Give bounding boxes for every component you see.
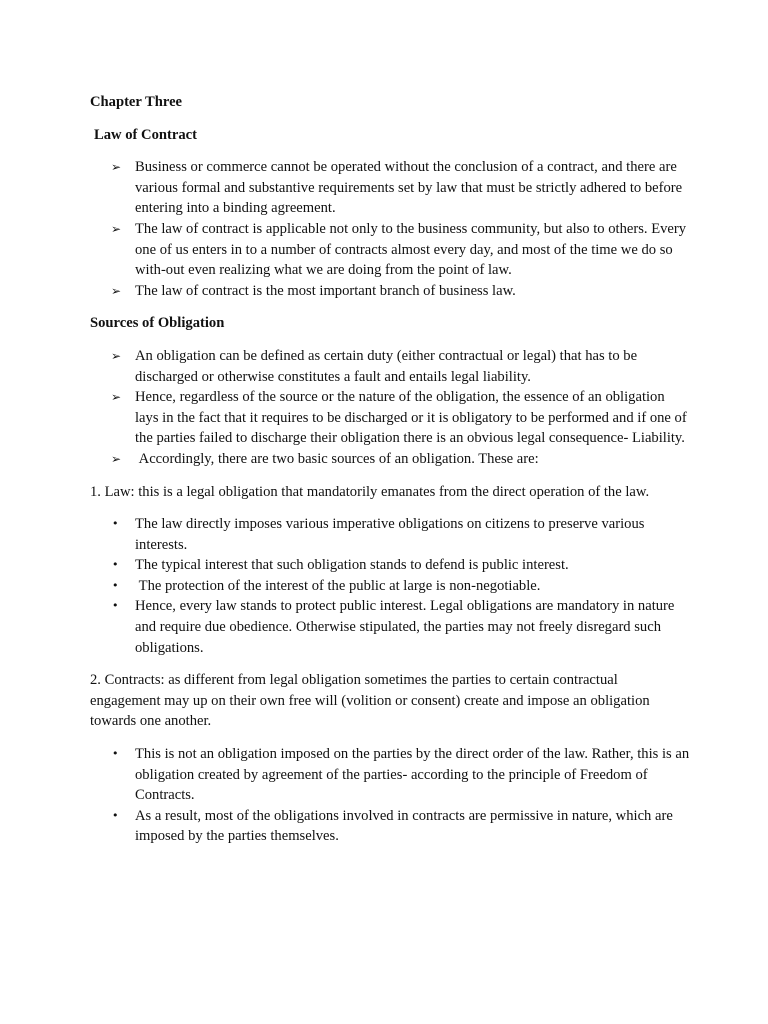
list-item bbox=[90, 219, 690, 281]
list-item bbox=[90, 806, 690, 847]
document-body bbox=[90, 92, 690, 847]
list-item bbox=[90, 744, 690, 806]
dot-bullet-icon: • bbox=[112, 578, 119, 592]
list-item-text: The protection of the interest of the public at large is non-negotiable. bbox=[135, 577, 541, 594]
list-item bbox=[90, 576, 690, 597]
dot-bullet-icon: • bbox=[112, 747, 119, 761]
arrow-bullet-icon: ➢ bbox=[111, 160, 122, 175]
list-item bbox=[90, 157, 690, 219]
arrow-bullet-icon: ➢ bbox=[111, 283, 122, 298]
contract-bullet-list bbox=[90, 157, 690, 301]
contracts-bullet-list bbox=[90, 744, 690, 847]
list-item bbox=[90, 449, 690, 470]
list-item-text: Business or commerce cannot be operated without the conclusion of a contract, and there are various formal and substantive requirements set by law that must be strictly adhered to before entering into a binding agreement. bbox=[135, 159, 683, 217]
list-item bbox=[90, 281, 690, 302]
list-item bbox=[90, 555, 690, 576]
list-item-text: This is not an obligation imposed on the parties by the direct order of the law. Rather, this is an obligation created by agreement of the parties- according to the principle of Freedom of Contracts. bbox=[135, 746, 690, 804]
list-item-text: The law of contract is the most important branch of business law. bbox=[135, 282, 516, 299]
contracts-paragraph: 2. Contracts: as different from legal obligation sometimes the parties to certain contractual engagement may up on their own free will (volition or consent) create and impose an obligation towards one another. bbox=[90, 672, 650, 730]
list-item bbox=[90, 596, 690, 658]
section-title-law-of-contract: Law of Contract bbox=[94, 126, 197, 143]
law-paragraph: 1. Law: this is a legal obligation that mandatorily emanates from the direct operation of the law. bbox=[90, 483, 650, 500]
list-item-text: Hence, regardless of the source or the nature of the obligation, the essence of an obligation lays in the fact that it requires to be discharged or it is obligatory to be performed and if one of the parties failed to discharge their obligation there is an obvious legal consequence- Liability. bbox=[135, 389, 687, 447]
arrow-bullet-icon: ➢ bbox=[111, 390, 122, 405]
list-item bbox=[90, 387, 690, 449]
dot-bullet-icon: • bbox=[112, 808, 119, 822]
list-item-text: Hence, every law stands to protect public interest. Legal obligations are mandatory in nature and require due obedience. Otherwise stipulated, the parties may not freely disregard such obligations. bbox=[135, 598, 675, 656]
list-item-text: As a result, most of the obligations involved in contracts are permissive in nature, which are imposed by the parties themselves. bbox=[135, 807, 673, 845]
list-item-text: The typical interest that such obligation stands to defend is public interest. bbox=[135, 557, 569, 574]
dot-bullet-icon: • bbox=[112, 517, 119, 531]
law-bullet-list bbox=[90, 514, 690, 658]
list-item bbox=[90, 346, 690, 387]
chapter-title: Chapter Three bbox=[90, 94, 183, 110]
sources-bullet-list bbox=[90, 346, 690, 470]
list-item-text: Accordingly, there are two basic sources of an obligation. These are: bbox=[135, 450, 539, 467]
dot-bullet-icon: • bbox=[112, 558, 119, 572]
arrow-bullet-icon: ➢ bbox=[111, 348, 122, 363]
arrow-bullet-icon: ➢ bbox=[111, 221, 122, 236]
list-item-text: The law of contract is applicable not only to the business community, but also to others. Every one of us enters in to a number of contracts almost every day, and most of the time we do so with-out even realizing what we are doing from the point of law. bbox=[135, 220, 687, 279]
list-item bbox=[90, 514, 690, 555]
list-item-text: An obligation can be defined as certain duty (either contractual or legal) that has to be discharged or otherwise constitutes a fault and entails legal liability. bbox=[135, 347, 638, 385]
dot-bullet-icon: • bbox=[112, 599, 119, 613]
section-title-sources-of-obligation: Sources of Obligation bbox=[90, 315, 225, 332]
list-item-text: The law directly imposes various imperative obligations on citizens to preserve various interests. bbox=[135, 516, 645, 553]
arrow-bullet-icon: ➢ bbox=[111, 451, 122, 466]
